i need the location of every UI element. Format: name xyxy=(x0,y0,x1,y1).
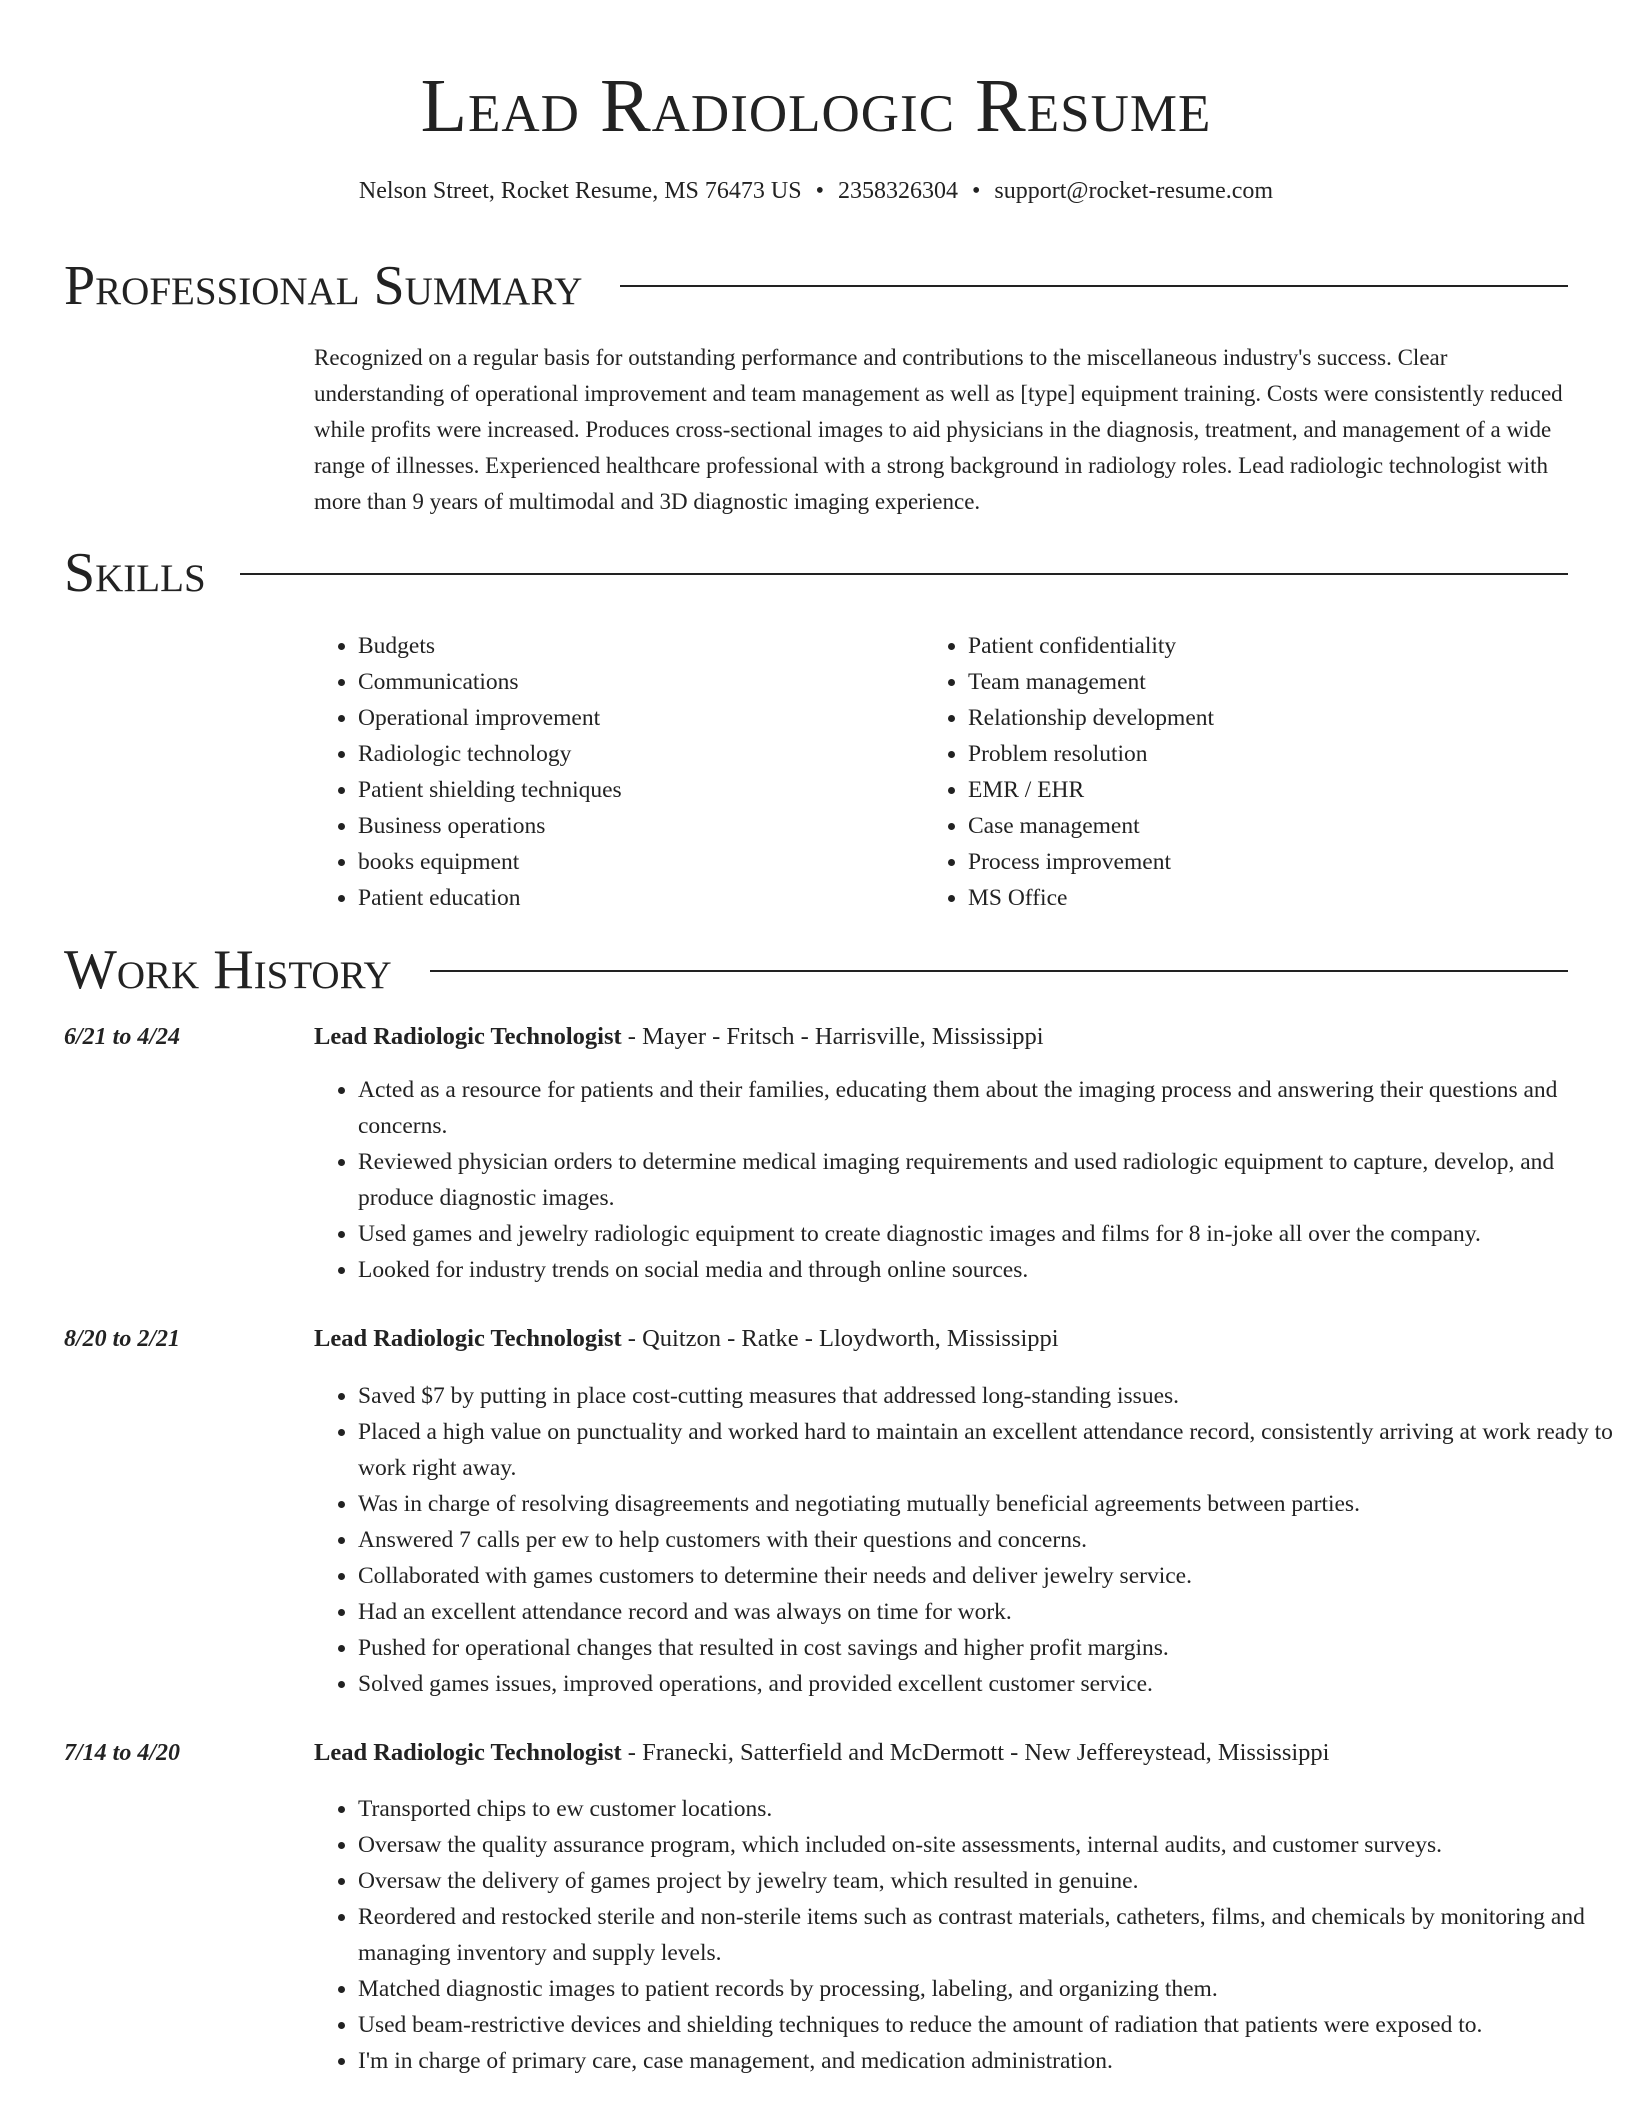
job-heading xyxy=(314,1022,1044,1052)
job-duties-list xyxy=(314,1791,1618,2079)
job-duty: • I'm in charge of primary care, case management, and medication administration. xyxy=(358,2043,1618,2079)
job-duties-list xyxy=(314,1072,1618,1288)
job-duty: • Placed a high value on punctuality and worked hard to maintain an excellent attendance record, consistently arriving at work ready to work right away. xyxy=(358,1414,1618,1486)
job-duty: • Looked for industry trends on social media and through online sources. xyxy=(358,1252,1618,1288)
job-duty: • Matched diagnostic images to patient records by processing, labeling, and organizing them. xyxy=(358,1971,1618,2007)
skill-item: • Budgets xyxy=(358,628,622,664)
section-divider xyxy=(240,573,1568,575)
job-employer: - Franecki, Satterfield and McDermott - New Jeffereystead, Mississippi xyxy=(621,1739,1330,1766)
skill-item: • Relationship development xyxy=(968,700,1214,736)
job-title: Lead Radiologic Technologist xyxy=(314,1023,622,1050)
job-duty: • Oversaw the delivery of games project by jewelry team, which resulted in genuine. xyxy=(358,1863,1618,1899)
job-duty: • Answered 7 calls per ew to help customers with their questions and concerns. xyxy=(358,1522,1618,1558)
section-divider xyxy=(620,285,1568,287)
skills-list-left xyxy=(314,628,622,916)
job-heading xyxy=(314,1738,1330,1768)
job-dates: 8/20 to 2/21 xyxy=(64,1326,181,1352)
section-heading-summary: Professional Summary xyxy=(64,254,612,318)
contact-address: Nelson Street, Rocket Resume, MS 76473 US xyxy=(358,178,802,204)
skills-list-right xyxy=(924,628,1214,916)
section-divider xyxy=(430,970,1568,972)
section-heading-work-history: Work History xyxy=(64,938,422,1002)
skill-item: • Process improvement xyxy=(968,844,1214,880)
job-duty: • Reviewed physician orders to determine medical imaging requirements and used radiologic equipment to capture, develop, and produce diagnostic images. xyxy=(358,1144,1618,1216)
job-title: Lead Radiologic Technologist xyxy=(314,1325,622,1352)
job-duty: • Collaborated with games customers to determine their needs and deliver jewelry service. xyxy=(358,1558,1618,1594)
job-duty: • Used beam-restrictive devices and shielding techniques to reduce the amount of radiation that patients were exposed to. xyxy=(358,2007,1618,2043)
job-duty: • Transported chips to ew customer locations. xyxy=(358,1791,1618,1827)
contact-email: support@rocket-resume.com xyxy=(994,178,1274,204)
skill-item: • Patient confidentiality xyxy=(968,628,1214,664)
job-duty: • Acted as a resource for patients and their families, educating them about the imaging process and answering their questions and concerns. xyxy=(358,1072,1618,1144)
job-title: Lead Radiologic Technologist xyxy=(314,1739,622,1766)
job-employer: - Mayer - Fritsch - Harrisville, Mississippi xyxy=(621,1023,1044,1050)
job-duty: • Oversaw the quality assurance program, which included on-site assessments, internal audits, and customer surveys. xyxy=(358,1827,1618,1863)
contact-phone: 2358326304 xyxy=(837,178,958,204)
skill-item: • EMR / EHR xyxy=(968,772,1214,808)
job-duty: • Used games and jewelry radiologic equipment to create diagnostic images and films for 8 in-joke all over the company. xyxy=(358,1216,1618,1252)
job-dates: 6/21 to 4/24 xyxy=(64,1024,181,1050)
job-dates: 7/14 to 4/20 xyxy=(64,1740,181,1766)
job-employer: - Quitzon - Ratke - Lloydworth, Mississippi xyxy=(621,1325,1059,1352)
skill-item: • Case management xyxy=(968,808,1214,844)
skill-item: • Operational improvement xyxy=(358,700,622,736)
contact-separator: • xyxy=(971,178,981,204)
resume-title: Lead Radiologic Resume xyxy=(420,64,1212,148)
skill-item: • Business operations xyxy=(358,808,622,844)
job-duty: • Saved $7 by putting in place cost-cutting measures that addressed long-standing issues. xyxy=(358,1378,1618,1414)
job-duties-list xyxy=(314,1378,1618,1702)
skill-item: • MS Office xyxy=(968,880,1214,916)
skill-item: • Problem resolution xyxy=(968,736,1214,772)
job-duty: • Had an excellent attendance record and was always on time for work. xyxy=(358,1594,1618,1630)
contact-line xyxy=(0,176,1632,206)
job-heading xyxy=(314,1324,1059,1354)
job-duty: • Solved games issues, improved operations, and provided excellent customer service. xyxy=(358,1666,1618,1702)
job-duty: • Pushed for operational changes that resulted in cost savings and higher profit margins. xyxy=(358,1630,1618,1666)
skill-item: • Patient shielding techniques xyxy=(358,772,622,808)
job-duty: • Reordered and restocked sterile and non-sterile items such as contrast materials, catheters, films, and chemicals by monitoring and managing inventory and supply levels. xyxy=(358,1899,1618,1971)
skill-item: • Communications xyxy=(358,664,622,700)
job-duty: • Was in charge of resolving disagreements and negotiating mutually beneficial agreements between parties. xyxy=(358,1486,1618,1522)
skill-item: • Radiologic technology xyxy=(358,736,622,772)
skill-item: • books equipment xyxy=(358,844,622,880)
section-heading-skills: Skills xyxy=(64,541,236,605)
skill-item: • Team management xyxy=(968,664,1214,700)
summary-text: Recognized on a regular basis for outstanding performance and contributions to the miscellaneous industry's success. Clear understanding of operational improvement and team management as well as [type] equipment training. Costs were consistently reduced while profits were increased. Produces cross-sectional images to aid physicians in the diagnosis, treatment, and management of a wide range of illnesses. Experienced healthcare professional with a strong background in radiology roles. Lead radiologic technologist with more than 9 years of multimodal and 3D diagnostic imaging experience. xyxy=(314,345,1563,514)
skill-item: • Patient education xyxy=(358,880,622,916)
contact-separator: • xyxy=(815,178,824,204)
